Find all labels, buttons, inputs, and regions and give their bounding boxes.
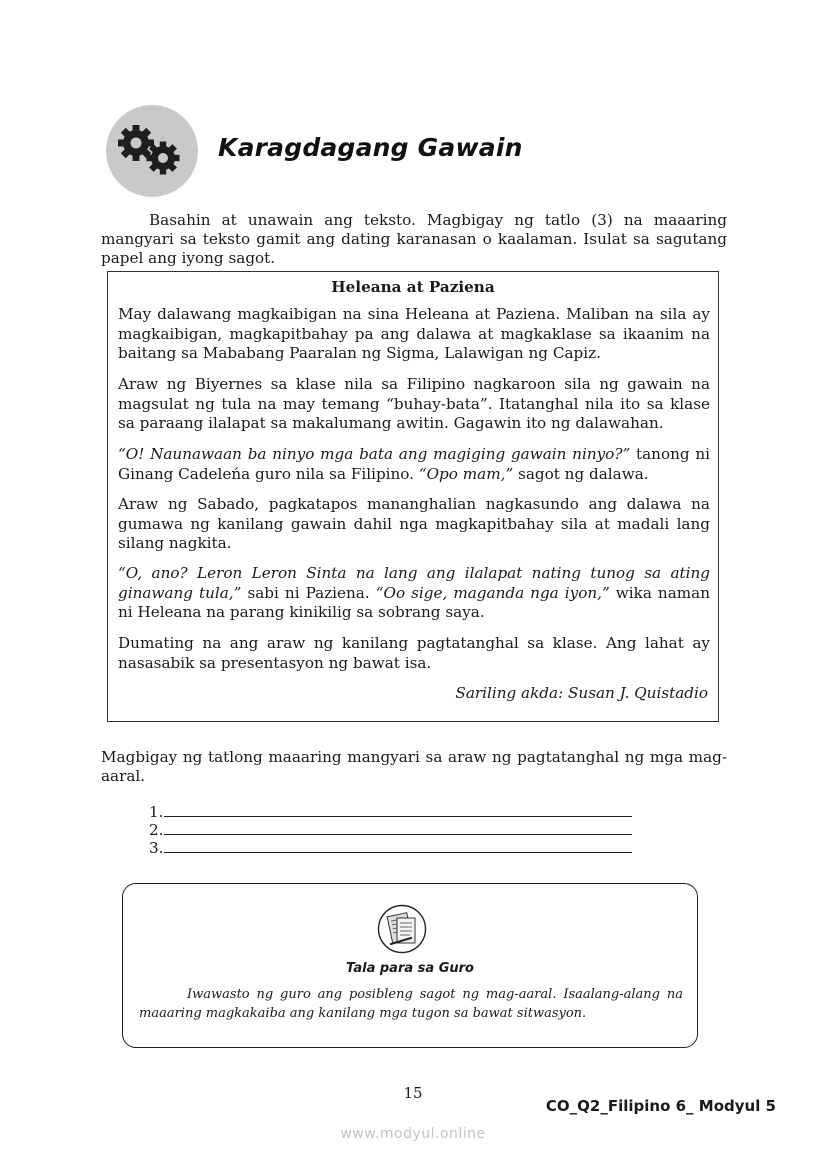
section-title: Karagdagang Gawain [218, 133, 523, 162]
page-number: 15 [403, 1084, 423, 1102]
story-paragraph: May dalawang magkaibigan na sina Heleana at Paziena. Maliban na sila ay magkaibigan, magkapitbahay pa ang dalawa at magkaklase sa ikaanim na baitang sa Mababang Paaralan ng Sigma, Lalawigan ng Capiz. [118, 305, 710, 363]
module-code: CO_Q2_Filipino 6_ Modyul 5 [545, 1097, 776, 1115]
gears-icon [106, 105, 198, 197]
answer-blank[interactable] [164, 803, 632, 817]
dialogue-quote: “O! Naunawaan ba ninyo mga bata ang magiging gawain ninyo?” [118, 445, 631, 463]
narration: sabi ni Paziena. [241, 583, 376, 602]
story-paragraph [118, 445, 710, 484]
story-paragraph: Araw ng Sabado, pagkatapos mananghalian nagkasundo ang dalawa na gumawa ng kanilang gawain dahil nga magkapitbahay sila at madali lang silang nagkita. [118, 495, 710, 553]
answer-line[interactable] [149, 821, 632, 839]
answer-number: 1. [149, 803, 164, 821]
story-paragraph: Araw ng Biyernes sa klase nila sa Filipino nagkaroon sila ng gawain na magsulat ng tula na may temang “buhay-bata”. Itatanghal nila ito sa klase sa paraang ilalapat sa makalumang awitin. Gagawin ito ng dalawahan. [118, 375, 710, 433]
watermark: www.modyul.online [340, 1126, 486, 1142]
answer-line[interactable] [149, 803, 632, 821]
answer-number: 3. [149, 839, 164, 857]
story-paragraph: Dumating na ang araw ng kanilang pagtatanghal sa klase. Ang lahat ay nasasabik sa presentasyon ng bawat isa. [118, 634, 710, 672]
dialogue-quote: “Oo sige, maganda nga iyon,” [375, 583, 610, 602]
teacher-note-body: Iwawasto ng guro ang posibleng sagot ng mag-aaral. Isaalang-alang na maaaring magkakaiba ang kanilang mga tugon sa bawat sitwasyon. [139, 987, 683, 1021]
story-title: Heleana at Paziena [331, 278, 495, 296]
teacher-note-title: Tala para sa Guro [346, 961, 474, 976]
answer-blank[interactable] [164, 821, 632, 835]
answer-number: 2. [149, 821, 164, 839]
story-paragraph [118, 564, 710, 623]
story-box [107, 271, 719, 722]
narration: tanong ni Ginang Cadeleńa guro nila sa Filipino. [118, 445, 710, 483]
teacher-note-box [122, 883, 698, 1048]
dialogue-quote: “O, ano? Leron Leron Sinta na lang ang ilalapat nating tunog sa ating ginawang tula,” [118, 564, 710, 602]
notes-icon [377, 904, 427, 954]
narration: sagot ng dalawa. [513, 464, 649, 483]
answer-line[interactable] [149, 839, 632, 857]
instructions: Basahin at unawain ang teksto. Magbigay ng tatlo (3) na maaaring mangyari sa teksto gamit ang dating karanasan o kaalaman. Isulat sa sagutang papel ang iyong sagot. [101, 211, 727, 267]
narration: wika naman ni Heleana na parang kinikilig sa sobrang saya. [118, 583, 710, 622]
dialogue-quote: “Opo mam,” [418, 464, 514, 483]
answer-blank[interactable] [164, 839, 632, 853]
question: Magbigay ng tatlong maaaring mangyari sa araw ng pagtatanghal ng mga mag-aaral. [101, 748, 727, 785]
story-credit: Sariling akda: Susan J. Quistadio [455, 684, 708, 702]
